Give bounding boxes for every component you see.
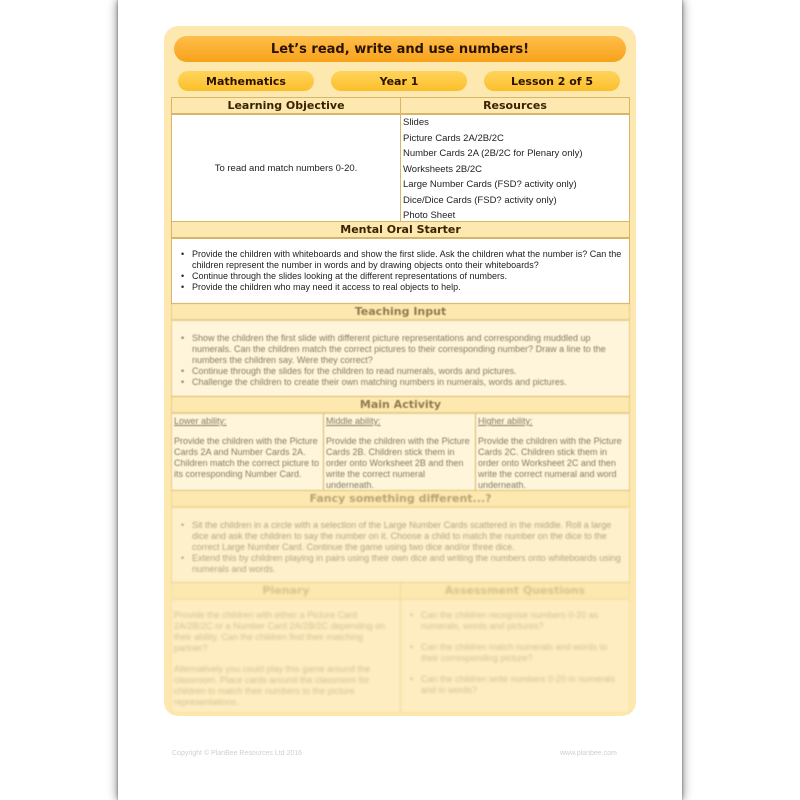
resource-item: Photo Sheet: [403, 210, 456, 221]
teaching-input-list: [178, 333, 623, 388]
main-activity-lower: [171, 413, 324, 491]
plenary-header: [171, 582, 401, 599]
lesson-text: Lesson 2 of 5: [510, 74, 594, 88]
mental-oral-starter-header-text: Mental Oral Starter: [340, 223, 461, 236]
resource-item: Number Cards 2A (2B/2C for Plenary only): [403, 148, 583, 159]
main-activity-middle: [323, 413, 476, 491]
objective-header-text: Learning Objective: [227, 99, 345, 112]
ability-label: Middle ability:: [326, 416, 381, 426]
objective-text: To read and match numbers 0-20.: [214, 162, 358, 174]
resource-item: Worksheets 2B/2C: [403, 163, 483, 175]
resource-item: Slides: [403, 117, 429, 128]
list-item: • Sit the children in a circle with a selection of the Large Number Cards scattered in the middle. Roll a large dice and ask the children to say the number on it. Choose a child to match the number on the dice to the correct Large Number Card. Continue the game using two dice and/or three dice.: [192, 520, 623, 553]
list-item: • Provide the children with whiteboards and show the first slide. Ask the children what the number is? Can the children represent the number in words and by drawing objects onto their whiteboards?: [192, 249, 623, 271]
plenary-header-text: Plenary: [262, 584, 310, 597]
footer-copyright: Copyright © PlanBee Resources Ltd 2016: [172, 750, 303, 757]
lesson-title-text: Let’s read, write and use numbers!: [270, 41, 530, 57]
lesson-title: [174, 36, 626, 62]
year-badge: [331, 71, 467, 91]
list-item: • Challenge the children to create their own matching numbers in numerals, words and pictures.: [192, 377, 623, 388]
resource-item: Picture Cards 2A/2B/2C: [403, 132, 504, 144]
plenary-cell: [171, 599, 401, 713]
assessment-header: [400, 582, 630, 599]
plenary-paragraph: Alternatively you could play this game around the classroom. Place cards around the classroom for children to match their numbers to the picture representations.: [174, 664, 371, 707]
ability-text: Provide the children with the Picture Cards 2C. Children stick them in order onto Worksheet 2C and then write the correct numeral and word underneath.: [478, 436, 622, 490]
resources-header-text: Resources: [483, 99, 547, 112]
ability-label: Lower ability:: [174, 416, 227, 426]
assessment-header-text: Assessment Questions: [444, 584, 586, 597]
list-item: • Continue through the slides for the children to read numerals, words and pictures.: [192, 366, 623, 377]
list-item: • Extend this by children playing in pairs using their own dice and writing the numbers onto whiteboards using numerals and words.: [192, 553, 623, 575]
list-item: • Continue through the slides looking at the different representations of numbers.: [192, 271, 623, 282]
list-item: • Provide the children who may need it access to real objects to help.: [192, 282, 623, 293]
resource-item: Large Number Cards (FSD? activity only): [403, 179, 577, 190]
list-item: • Can the children match numerals and words to their corresponding picture?: [421, 642, 623, 664]
ability-text: Provide the children with the Picture Cards 2A and Number Cards 2A. Children match the correct picture to its corresponding Number Card.: [174, 436, 320, 479]
footer-website: www.planbee.com: [560, 750, 617, 757]
list-item: • Show the children the first slide with different picture representations and corresponding muddled up numerals. Can the children match the correct pictures to their corresponding number? Draw a line to the numbers the children say. Were they correct?: [192, 333, 623, 366]
subject-text: Mathematics: [206, 74, 286, 88]
resource-item: Dice/Dice Cards (FSD? activity only): [403, 194, 557, 206]
objective-cell: [171, 114, 401, 222]
mental-oral-starter-list: [178, 249, 623, 293]
plenary-paragraph: Provide the children with either a Picture Card 2A/2B/2C or a Number Card 2A/2B/2C depending on their ability. Can the children find their matching partner?: [174, 610, 386, 653]
objective-header: [171, 97, 401, 114]
year-text: Year 1: [379, 74, 419, 88]
teaching-input-header: [171, 303, 630, 320]
fancy-cell: [171, 507, 630, 583]
teaching-input-header-text: Teaching Input: [354, 305, 447, 318]
list-item: • Can the children write numbers 0-20 in numerals and in words?: [421, 674, 623, 696]
lesson-badge: [484, 71, 620, 91]
assessment-list: [407, 610, 623, 696]
fancy-header: [171, 490, 630, 507]
main-activity-higher: [475, 413, 630, 491]
subject-badge: [178, 71, 314, 91]
list-item: • Can the children recognise numbers 0-20 as numerals, words and pictures?: [421, 610, 623, 632]
ability-text: Provide the children with the Picture Cards 2B. Children stick them in order onto Worksheet 2B and then write the correct numeral underneath.: [326, 436, 470, 490]
fancy-header-text: Fancy something different...?: [309, 492, 492, 505]
main-activity-header: [171, 396, 630, 413]
resources-cell: [400, 114, 630, 222]
fancy-list: [178, 520, 623, 575]
resources-header: [400, 97, 630, 114]
assessment-cell: [400, 599, 630, 713]
teaching-input-cell: [171, 320, 630, 397]
main-activity-header-text: Main Activity: [359, 398, 442, 411]
mental-oral-starter-cell: [171, 238, 630, 304]
mental-oral-starter-header: [171, 221, 630, 238]
ability-label: Higher ability:: [478, 416, 533, 426]
